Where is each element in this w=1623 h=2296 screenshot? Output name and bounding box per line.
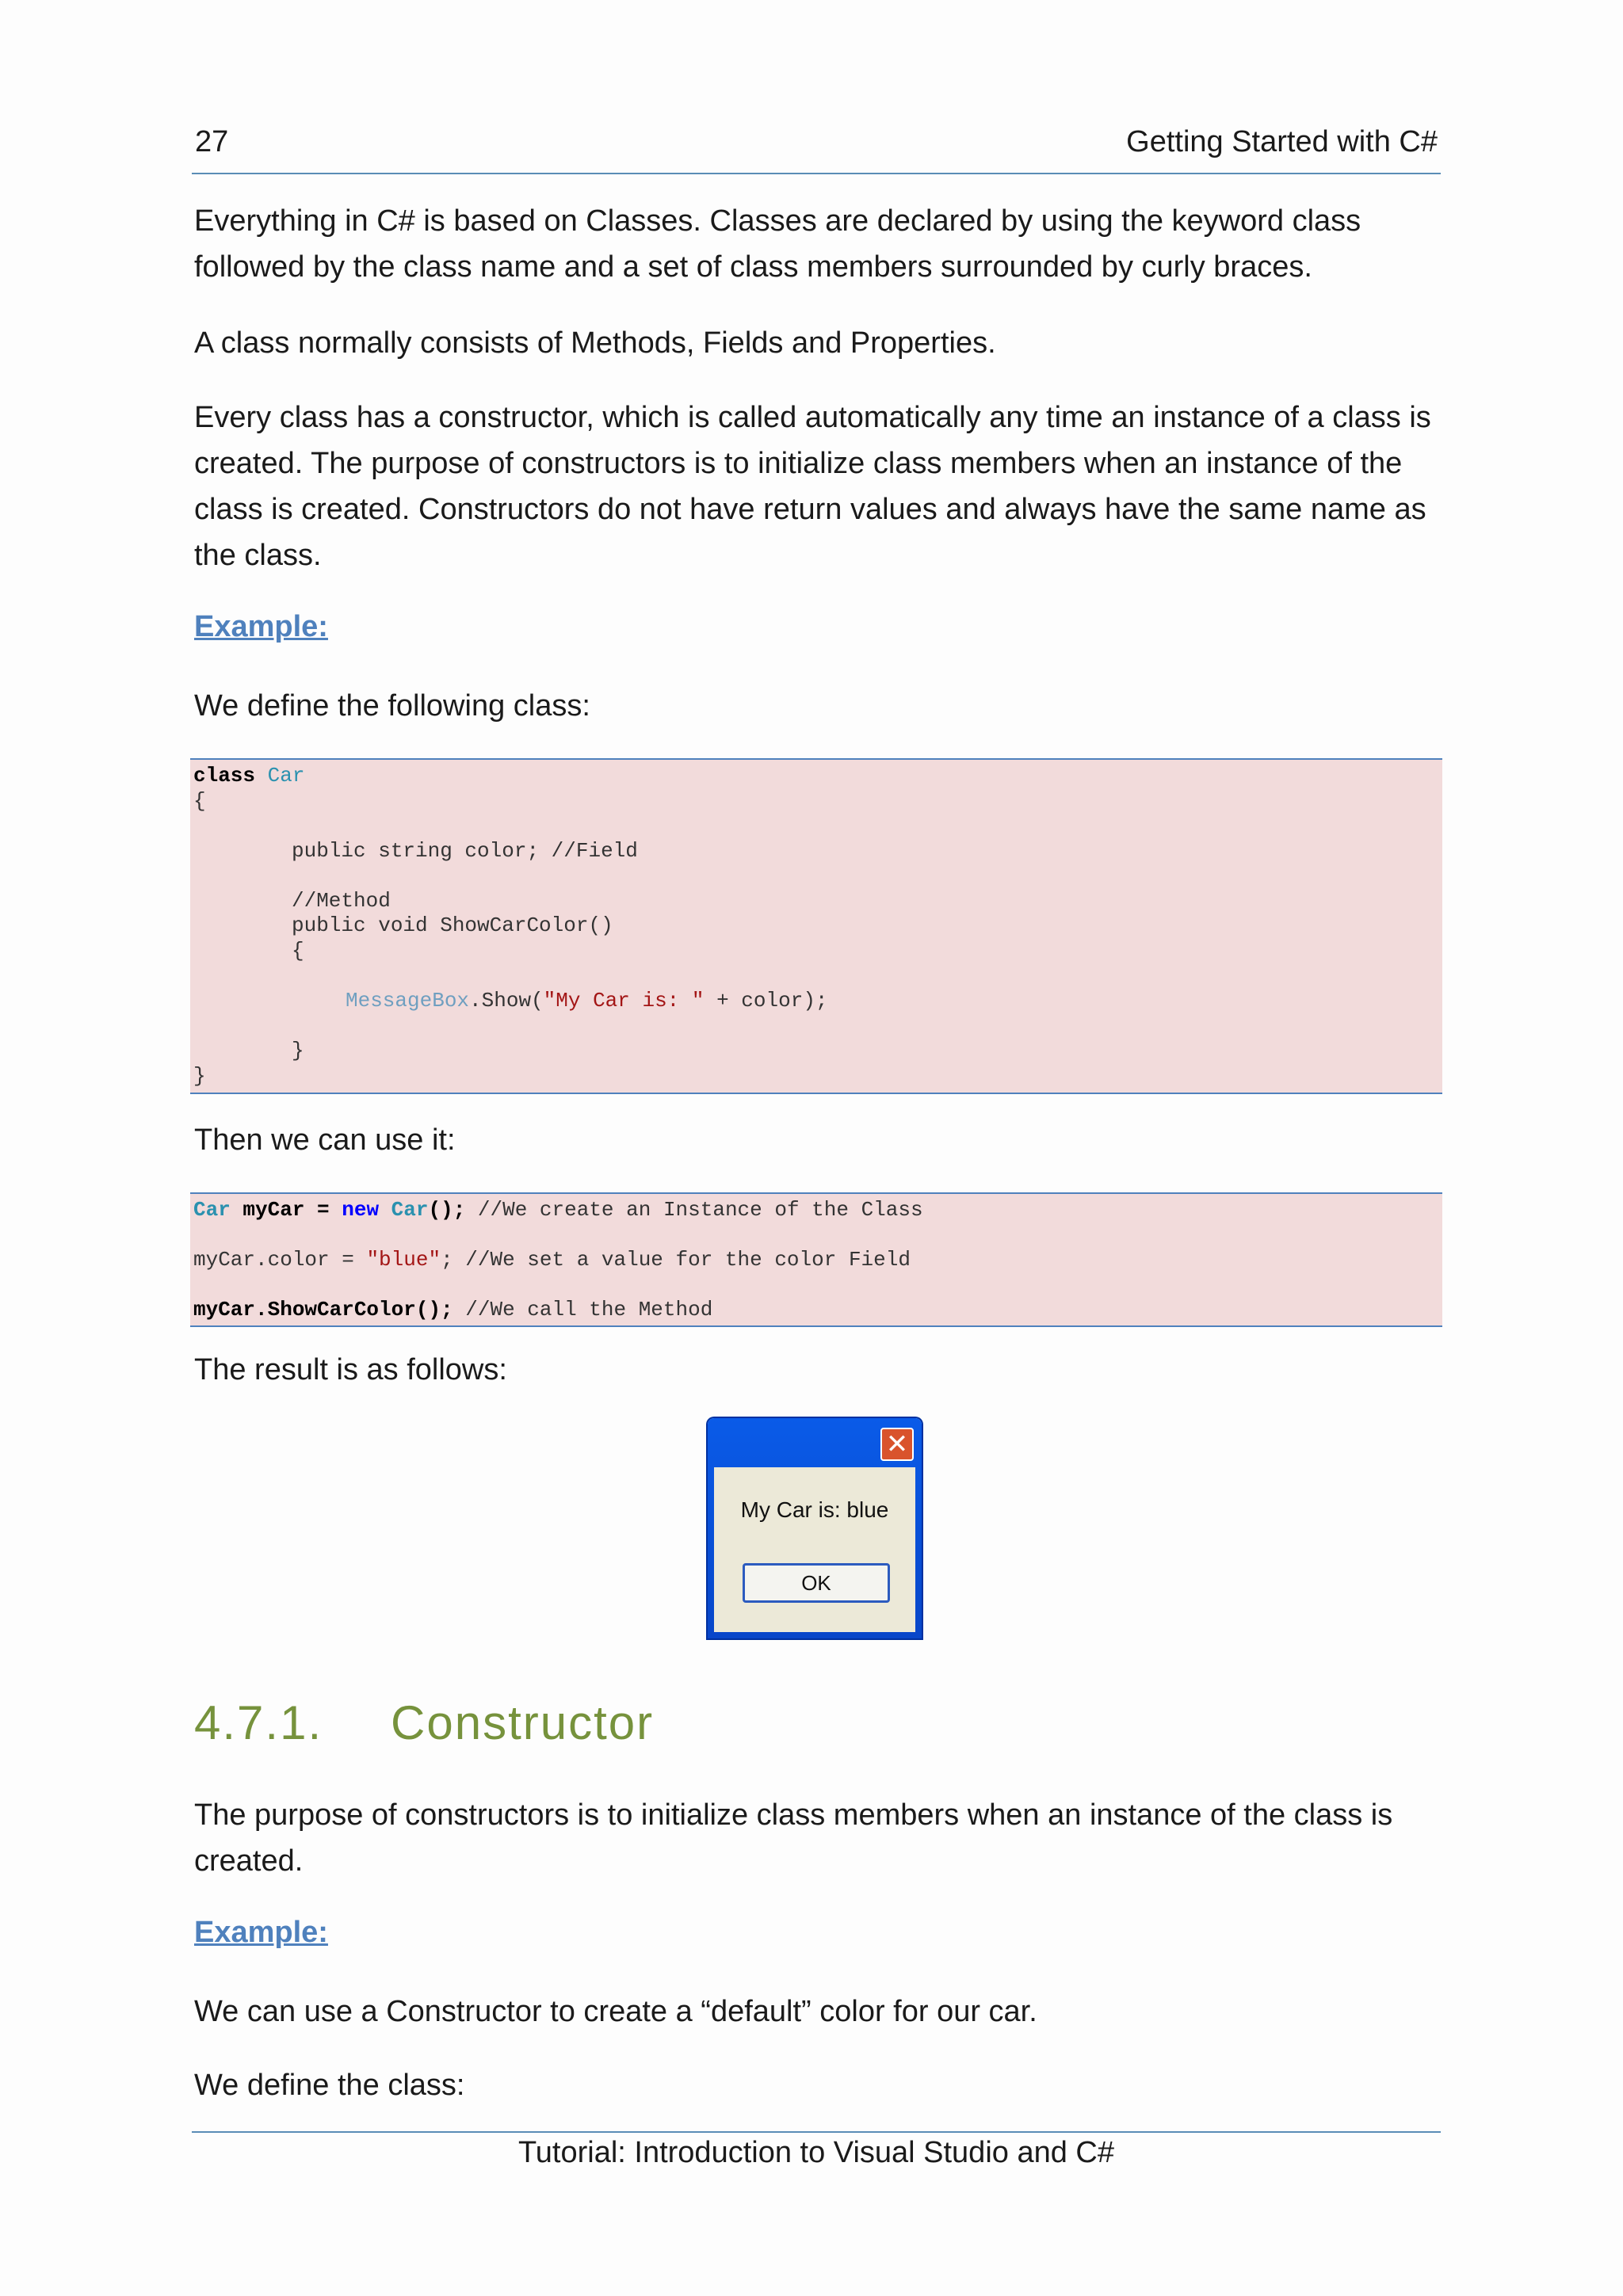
- string-literal: "My Car is: ": [543, 989, 705, 1013]
- type-name: Car: [193, 1198, 231, 1222]
- ctor-intro-line-4: the class.: [194, 539, 322, 572]
- code-line: {: [193, 789, 206, 813]
- ctor-intro-line-3: class is created. Constructors do not have return values and always have the same name as: [194, 493, 1426, 526]
- type-name: Car: [267, 764, 305, 788]
- section-heading: [194, 1695, 654, 1750]
- code-block-usage: [190, 1192, 1442, 1327]
- code-token: myCar =: [230, 1198, 342, 1222]
- example-heading-2: Example:: [194, 1916, 328, 1949]
- ctor-intro-line-2: created. The purpose of constructors is to initialize class members when an instance of the: [194, 447, 1403, 480]
- code-token: + color);: [704, 989, 828, 1013]
- ctor-line-2: created.: [194, 1844, 304, 1878]
- comment: //We call the Method: [453, 1298, 713, 1322]
- close-icon[interactable]: ✕: [880, 1428, 914, 1461]
- page-number: 27: [195, 125, 229, 158]
- then-use-paragraph: Then we can use it:: [194, 1123, 456, 1157]
- comment: //We create an Instance of the Class: [465, 1198, 923, 1222]
- code-block-class-car: [190, 758, 1442, 1094]
- define-class-2-paragraph: We define the class:: [194, 2069, 465, 2102]
- section-title: Constructor: [391, 1696, 655, 1749]
- default-color-paragraph: We can use a Constructor to create a “default” color for our car.: [194, 1995, 1037, 2028]
- code-line: public void ShowCarColor(): [292, 913, 613, 937]
- keyword: class: [193, 764, 256, 788]
- running-title: Getting Started with C#: [1126, 125, 1438, 158]
- string-literal: "blue": [366, 1248, 441, 1272]
- class-name: MessageBox: [346, 989, 470, 1013]
- code-line: [193, 1298, 712, 1322]
- message-box-window: [708, 1418, 922, 1638]
- code-line: [193, 1248, 911, 1272]
- intro-paragraph: [194, 198, 1446, 290]
- page-footer: [192, 2131, 1441, 2169]
- ok-button[interactable]: OK: [743, 1563, 890, 1603]
- code-token: ();: [428, 1198, 466, 1222]
- code-line: public string color; //Field: [292, 839, 638, 863]
- code-token: myCar.ShowCarColor();: [193, 1298, 453, 1322]
- keyword: new: [342, 1198, 380, 1222]
- intro-line-1: Everything in C# is based on Classes. Classes are declared by using the keyword class: [194, 204, 1361, 238]
- section-number: 4.7.1.: [194, 1696, 323, 1749]
- code-line: {: [292, 939, 304, 963]
- code-line: [193, 764, 304, 788]
- code-line: [346, 989, 828, 1013]
- page-header: [192, 125, 1441, 174]
- comment: ; //We set a value for the color Field: [441, 1248, 911, 1272]
- code-token: myCar.color =: [193, 1248, 367, 1272]
- code-line: }: [193, 1064, 206, 1088]
- class-members-paragraph: A class normally consists of Methods, Fields and Properties.: [194, 326, 996, 360]
- ctor-intro-line-1: Every class has a constructor, which is called automatically any time an instance of a class is: [194, 401, 1431, 434]
- code-line: }: [292, 1039, 304, 1062]
- example-heading: Example:: [194, 610, 328, 643]
- intro-line-2: followed by the class name and a set of class members surrounded by curly braces.: [194, 250, 1312, 284]
- define-class-paragraph: We define the following class:: [194, 689, 590, 723]
- constructor-purpose-paragraph: [194, 1792, 1446, 1884]
- code-line: //Method: [292, 889, 391, 913]
- message-box-client: [714, 1467, 915, 1632]
- result-paragraph: The result is as follows:: [194, 1353, 507, 1386]
- type-name: Car: [391, 1198, 429, 1222]
- message-text: My Car is: blue: [740, 1497, 889, 1522]
- code-token: .Show(: [469, 989, 544, 1013]
- constructor-intro-paragraph: [194, 395, 1446, 578]
- footer-text: Tutorial: Introduction to Visual Studio and C#: [517, 2136, 1114, 2169]
- code-line: [193, 1198, 923, 1222]
- ctor-line-1: The purpose of constructors is to initialize class members when an instance of the class is: [194, 1798, 1393, 1832]
